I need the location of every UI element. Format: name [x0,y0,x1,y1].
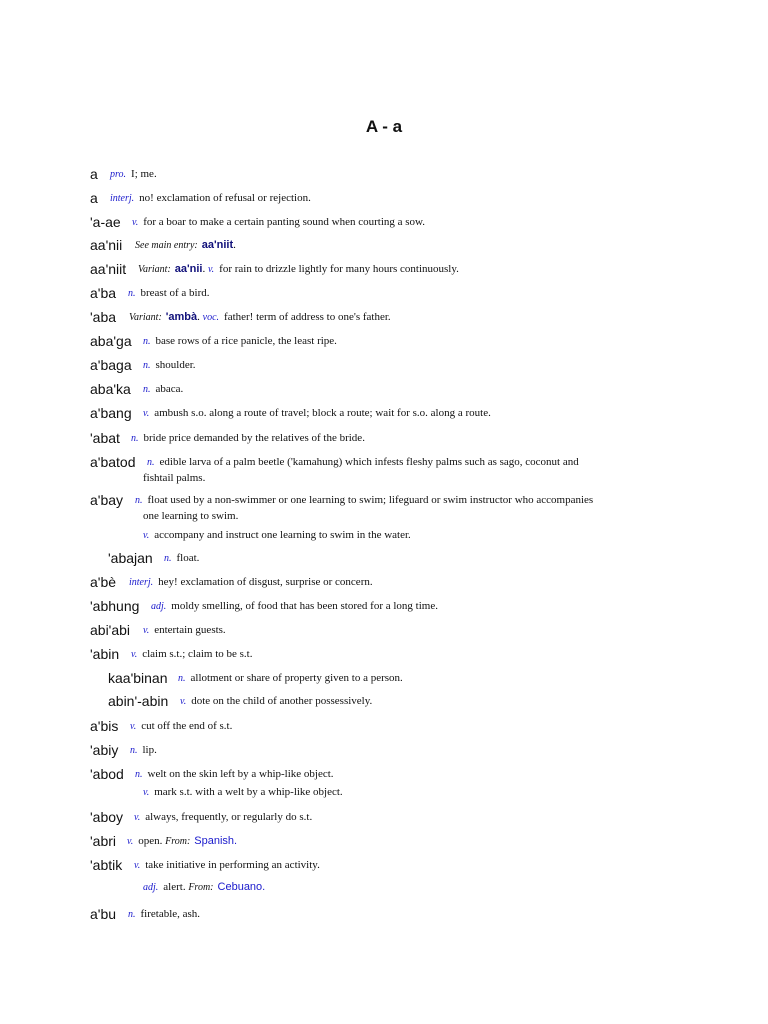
definition [143,407,491,419]
definition [178,672,403,684]
gloss: bride price demanded by the relatives of the bride. [143,432,365,444]
definition [164,552,199,564]
etymology-source: Cebuano. [217,881,266,893]
headword: 'abhung [90,598,140,614]
part-of-speech: adj. [143,882,159,893]
definition [138,263,459,275]
gloss: edible larva of a palm beetle ('kamahung) which infests fleshy palms such as sago, coconut and [159,456,579,468]
see-main-entry-label: See main entry: [135,240,198,251]
gloss: always, frequently, or regularly do s.t. [145,811,313,823]
etymology-label: From: [165,836,191,847]
headword: 'abod [90,766,124,782]
part-of-speech: v. [130,721,137,732]
headword: a'ba [90,285,117,301]
punctuation: . [197,311,200,323]
part-of-speech: adj. [151,601,167,612]
definition [127,835,237,847]
gloss: claim s.t.; claim to be s.t. [142,648,253,660]
variant-label: Variant: [138,264,171,275]
definition [128,908,200,920]
gloss: take initiative in performing an activity. [145,859,320,871]
part-of-speech: n. [164,553,172,564]
definition [151,600,438,612]
definition [135,494,593,506]
gloss: cut off the end of s.t. [141,720,233,732]
cross-reference-link[interactable]: 'ambà [165,311,198,323]
headword: 'aba [90,309,117,325]
gloss: for rain to drizzle lightly for many hours continuously. [219,263,459,275]
gloss: accompany and instruct one learning to swim in the water. [154,529,411,541]
variant-label: Variant: [129,312,162,323]
gloss: allotment or share of property given to a person. [190,672,403,684]
part-of-speech: v. [143,530,150,541]
headword: a [90,166,98,182]
part-of-speech: n. [143,384,151,395]
gloss: float. [176,552,200,564]
part-of-speech: n. [143,360,151,371]
gloss: lip. [142,744,157,756]
definition [147,456,579,468]
part-of-speech: n. [143,336,151,347]
gloss: open. [138,835,163,847]
headword: aa'nii [90,237,123,253]
definition [143,359,196,371]
gloss: entertain guests. [154,624,226,636]
gloss: breast of a bird. [140,287,210,299]
headword: 'abajan [108,550,153,566]
gloss: father! term of address to one's father. [224,311,391,323]
headword: 'a-ae [90,214,121,230]
headword: 'abri [90,833,117,849]
part-of-speech: n. [128,288,136,299]
definition [143,335,337,347]
cross-reference-link[interactable]: aa'niit [201,239,234,251]
definition [143,383,183,395]
etymology-label: From: [188,882,214,893]
headword: a'bay [90,492,124,508]
part-of-speech: n. [178,673,186,684]
part-of-speech: v. [132,217,139,228]
gloss: alert. [163,881,186,893]
definition [128,287,210,299]
part-of-speech: interj. [110,193,135,204]
part-of-speech: n. [135,769,143,780]
page-title: A - a [365,117,403,136]
definition [131,432,365,444]
gloss: mark s.t. with a welt by a whip-like object. [154,786,343,798]
cross-reference-link[interactable]: aa'nii [174,263,203,275]
headword: 'abin [90,646,120,662]
headword: a'bang [90,405,132,421]
gloss: float used by a non-swimmer or one learning to swim; lifeguard or swim instructor who accompanies [147,494,594,506]
definition [132,216,425,228]
second-sense [143,786,343,798]
headword: abin'-abin [108,693,169,709]
part-of-speech: v. [143,408,150,419]
gloss: ambush s.o. along a route of travel; block a route; wait for s.o. along a route. [154,407,491,419]
part-of-speech: v. [143,625,150,636]
punctuation: . [233,239,236,251]
part-of-speech: v. [134,812,141,823]
part-of-speech: n. [131,433,139,444]
definition [134,859,320,871]
headword: a'bè [90,574,117,590]
etymology-source: Spanish. [194,835,238,847]
part-of-speech: n. [147,457,155,468]
headword: 'abiy [90,742,119,758]
second-sense [143,881,265,893]
part-of-speech: v. [134,860,141,871]
gloss: firetable, ash. [140,908,201,920]
gloss: base rows of a rice panicle, the least ripe. [155,335,337,347]
headword: a [90,190,98,206]
punctuation: . [202,263,206,275]
definition-continuation: fishtail palms. [143,472,206,484]
part-of-speech: voc. [202,312,220,323]
headword: a'baga [90,357,132,373]
second-sense [143,529,411,541]
headword: 'abat [90,430,120,446]
gloss: shoulder. [155,359,196,371]
gloss: I; me. [131,168,157,180]
part-of-speech: n. [135,495,143,506]
headword: aa'niit [90,261,127,277]
definition-continuation: one learning to swim. [143,510,239,522]
definition [135,768,334,780]
part-of-speech: v. [143,787,150,798]
gloss: no! exclamation of refusal or rejection. [139,192,311,204]
headword: kaa'binan [108,670,168,686]
part-of-speech: v. [131,649,138,660]
gloss: welt on the skin left by a whip-like object. [147,768,334,780]
definition [110,168,157,180]
definition [129,576,373,588]
definition [131,648,253,660]
headword: aba'ga [90,333,132,349]
part-of-speech: interj. [129,577,154,588]
part-of-speech: n. [130,745,138,756]
gloss: hey! exclamation of disgust, surprise or concern. [158,576,373,588]
definition [180,695,372,707]
definition [129,311,391,323]
gloss: moldy smelling, of food that has been stored for a long time. [171,600,438,612]
definition [130,744,157,756]
definition [110,192,311,204]
gloss: for a boar to make a certain panting sound when courting a sow. [143,216,426,228]
headword: abi'abi [90,622,131,638]
part-of-speech: pro. [110,169,127,180]
headword: 'abtik [90,857,123,873]
gloss: dote on the child of another possessively. [191,695,373,707]
headword: aba'ka [90,381,131,397]
definition [135,239,236,251]
part-of-speech: v. [127,836,134,847]
part-of-speech: v. [180,696,187,707]
definition [143,624,226,636]
part-of-speech: v. [207,264,215,275]
headword: a'bis [90,718,119,734]
headword: 'aboy [90,809,124,825]
gloss: abaca. [155,383,184,395]
headword: a'bu [90,906,117,922]
headword: a'batod [90,454,136,470]
part-of-speech: n. [128,909,136,920]
definition [134,811,312,823]
definition [130,720,232,732]
